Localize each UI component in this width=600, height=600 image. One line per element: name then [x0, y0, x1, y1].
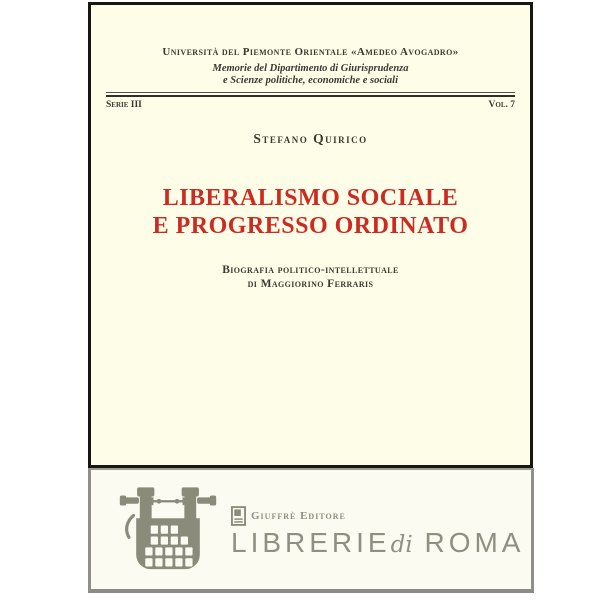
brand-di: di [390, 532, 413, 558]
book-title-line-1: LIBERALISMO SOCIALE [162, 185, 459, 211]
publisher-row [231, 505, 524, 527]
book-cover [88, 2, 533, 468]
department-series-note [91, 63, 530, 87]
brand-librerie: LIBRERIE [231, 527, 391, 558]
publisher-name: Giuffrè Editore [251, 510, 346, 522]
librerie-di-roma-logo [231, 528, 524, 560]
book-subtitle [91, 264, 530, 291]
series-label: Serie III [106, 100, 142, 110]
book-subtitle-line-1: Biografia politico-intellettuale [222, 264, 399, 276]
volume-label: Vol. 7 [488, 100, 515, 110]
book-title [91, 184, 530, 240]
book-subtitle-line-2: di Maggiorino Ferraris [247, 277, 374, 290]
typewriter-icon [118, 484, 218, 578]
brand-roma: ROMA [424, 527, 525, 558]
author-name: Stefano Quirico [253, 131, 368, 146]
department-line-2: e Scienze politiche, economiche e sociali [223, 75, 398, 86]
series-volume-row [91, 97, 530, 110]
publisher-brand-block [231, 505, 524, 560]
institution-name: Università del Piemonte Orientale «Amedeo Avogadro» [162, 46, 459, 58]
giuffre-book-icon [231, 506, 246, 526]
book-title-line-2: E PROGRESSO ORDINATO [152, 213, 469, 239]
department-line-1: Memorie del Dipartimento di Giurisprudenza [212, 63, 409, 74]
publisher-banner [88, 468, 534, 593]
